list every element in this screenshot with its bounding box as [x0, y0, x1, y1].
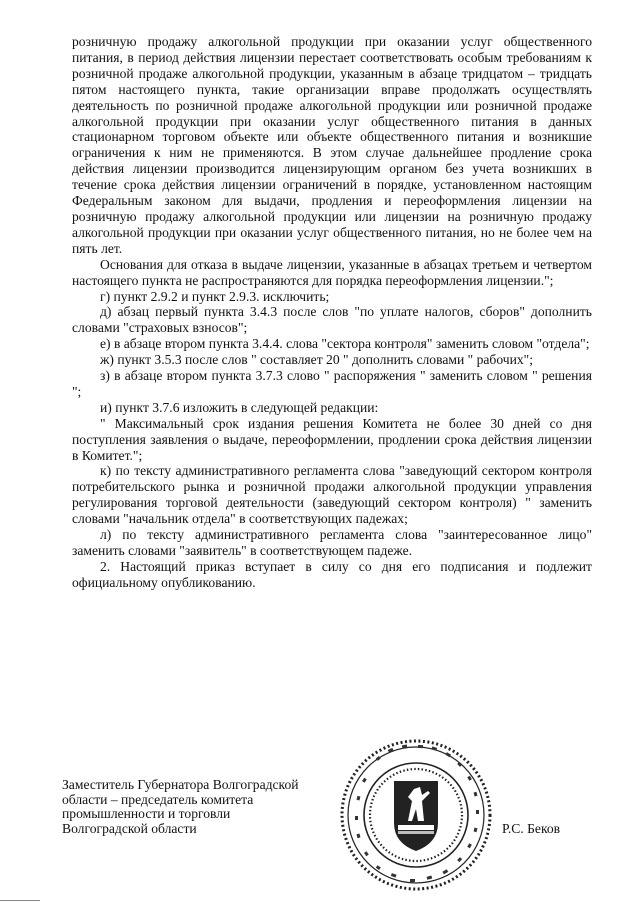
signatory-line: Волгоградской области	[62, 820, 197, 836]
signatory-line: области – председатель комитета	[62, 791, 254, 807]
signatory-position	[62, 778, 342, 836]
paragraph-item-k: к) по тексту административного регламента слова "заведующий сектором контроля потребительского рынка и розничной продажи алкогольной продукции управления регулирования торговой деятельности (заведующий сектором контроля) " заменить словами "начальник отдела" в соответствующих падежах;	[72, 463, 592, 527]
paragraph-item-i: и) пункт 3.7.6 изложить в следующей редакции:	[100, 399, 379, 415]
paragraph-item-z: з) в абзаце втором пункта 3.7.3 слово " распоряжения " заменить словом " решения ";	[72, 368, 592, 399]
document-body	[72, 34, 592, 591]
paragraph-new-wording: " Максимальный срок издания решения Комитета не более 30 дней со дня поступления заявления о выдаче, переоформлении, продлении срока действия лицензии в Комитет.";	[72, 415, 592, 463]
official-seal-icon	[336, 735, 496, 895]
paragraph-continuation: розничную продажу алкогольной продукции при оказании услуг общественного питания, в период действия лицензии перестает соответствовать особым требованиям к розничной продаже алкогольной продукции, указанным в абзаце тридцатом – тридцать пятом настоящего пункта, такие организации вправе продолжать осуществлять деятельность по розничной продаже алкогольной продукции или розничной продаже алкогольной продукции при оказании услуг общественного питания в данных стационарном торговом объекте или объекте общественного питания и возникшие ограничения к ним не применяются. В этом случае дальнейшее продление срока действия лицензии производится лицензирующим органом без учета возникших в течение срока действия лицензии ограничений в порядке, установленном настоящим Федеральным законом для выдачи, продления и переоформления лицензии на розничную продажу алкогольной продукции или лицензии на розничную продажу алкогольной продукции при оказании услуг общественного питания, но не более чем на пять лет.	[72, 34, 592, 256]
paragraph-item-zh: ж) пункт 3.5.3 после слов " составляет 20 " дополнить словами " рабочих";	[100, 352, 533, 368]
paragraph-effective-date: 2. Настоящий приказ вступает в силу со дня его подписания и подлежит официальному опубликованию.	[72, 558, 592, 590]
paragraph-item-l: л) по тексту административного регламента слова "заинтересованное лицо" заменить словами "заявитель" в соответствующем падеже.	[72, 527, 592, 558]
signatory-line: промышленности и торговли	[62, 806, 231, 821]
signatory-line: Заместитель Губернатора Волгоградской	[62, 777, 299, 792]
paragraph-item-g: г) пункт 2.9.2 и пункт 2.9.3. исключить;	[100, 288, 330, 304]
paragraph-refusal-grounds: Основания для отказа в выдаче лицензии, указанные в абзацах третьем и четвертом настоящего пункта не распространяются для порядка переоформления лицензии.";	[72, 256, 592, 288]
paragraph-item-d: д) абзац первый пункта 3.4.3 после слов "по уплате налогов, сборов" дополнить словами "страховых взносов";	[72, 304, 592, 336]
signatory-name: Р.С. Беков	[502, 821, 561, 836]
paragraph-item-e: е) в абзаце втором пункта 3.4.4. слова "сектора контроля" заменить словом "отдела";	[100, 336, 590, 352]
page-edge-mark	[0, 900, 40, 901]
